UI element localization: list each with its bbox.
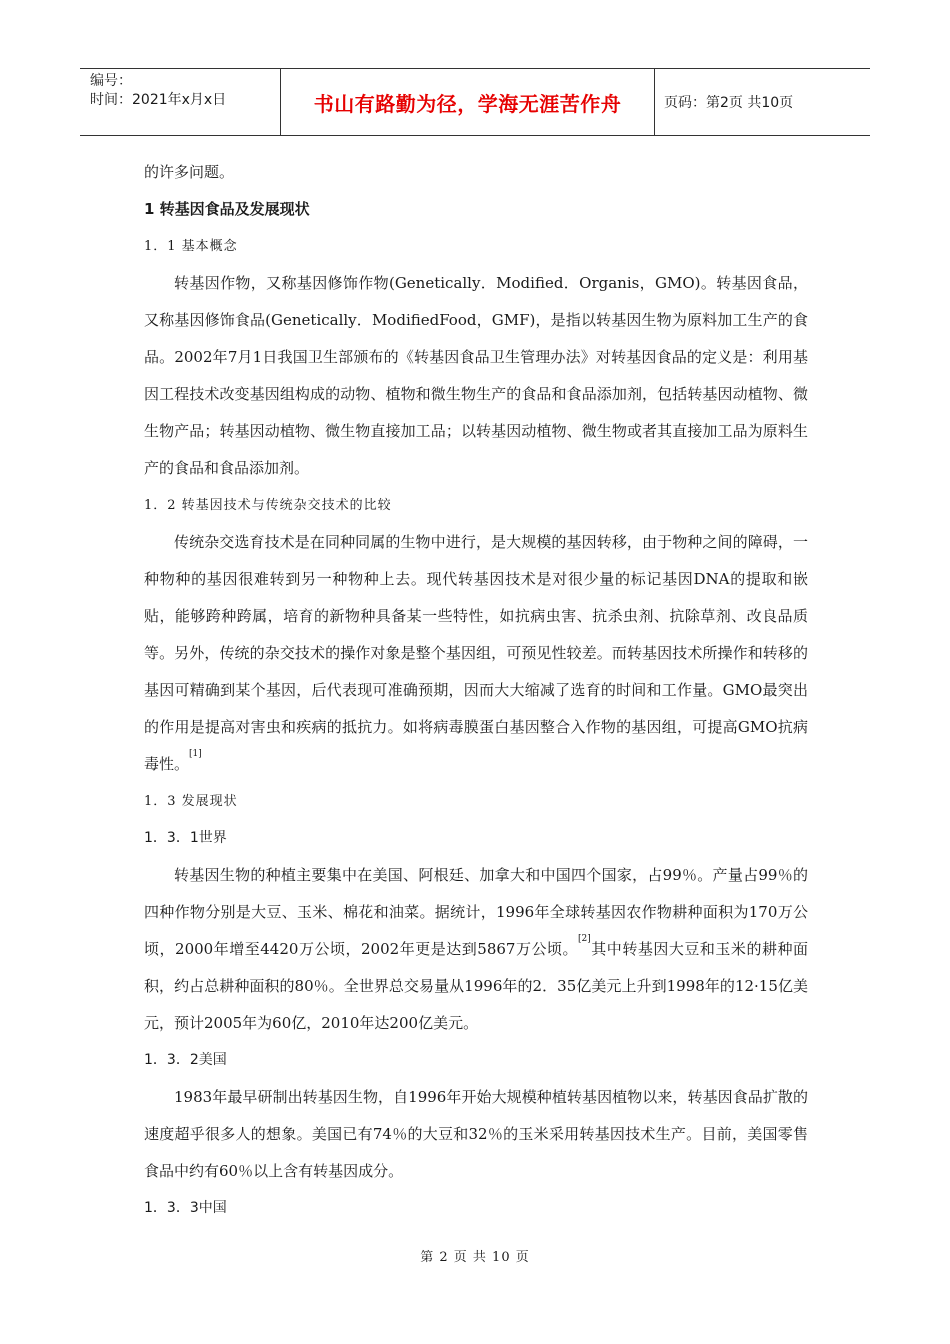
- header-page-info: 页码：第2页 共10页: [664, 95, 794, 111]
- subsection-heading: 1．1 基本概念: [144, 239, 238, 254]
- citation-ref: [2]: [578, 934, 591, 944]
- paragraph-text: 转基因生物的种植主要集中在美国、阿根廷、加拿大和中国四个国家，占99％。产量占99％的四种作物分别是大豆、玉米、棉花和油菜。据统计，1996年全球转基因农作物耕种面积为170万公顷，2000年增至4420万公顷，2002年更是达到5867万公顷。: [144, 866, 808, 958]
- subsection-heading: 1．3 发展现状: [144, 794, 238, 809]
- section-heading: 1 转基因食品及发展现状: [144, 200, 310, 218]
- number-label: 编号：: [90, 73, 132, 89]
- subsubsection-heading: 1．3．3中国: [144, 1200, 227, 1216]
- subsubsection-heading: 1．3．1世界: [144, 830, 227, 846]
- paragraph: 转基因作物，又称基因修饰作物(Genetically．Modified．Organis，GMO)。转基因食品，又称基因修饰食品(Genetically．ModifiedFood，GMF)，是指以转基因生物为原料加工生产的食品。2002年7月1日我国卫生部颁布的《转基因食品卫生管理办法》对转基因食品的定义是：利用基因工程技术改变基因组构成的动物、植物和微生物生产的食品和食品添加剂，包括转基因动植物、微生物产品；转基因动植物、微生物直接加工品；以转基因动植物、微生物或者其直接加工品为原料生产的食品和食品添加剂。: [144, 274, 808, 477]
- paragraph: [144, 524, 808, 783]
- paragraph-text: 其中转基因大豆和玉米的耕种面积，约占总耕种面积的80％。全世界总交易量从1996年的2．35亿美元上升到1998年的12·15亿美元，预计2005年为60亿，2010年达200亿美元。: [144, 940, 808, 1032]
- page-footer: 第 2 页 共 10 页: [420, 1250, 530, 1265]
- paragraph: [144, 857, 808, 1042]
- page-header: [80, 68, 870, 136]
- paragraph: 1983年最早研制出转基因生物，自1996年开始大规模种植转基因植物以来，转基因食品扩散的速度超乎很多人的想象。美国已有74％的大豆和32％的玉米采用转基因技术生产。目前，美国零售食品中约有60％以上含有转基因成分。: [144, 1088, 808, 1180]
- citation-ref: [1]: [189, 749, 202, 759]
- subsubsection-heading: 1．3．2美国: [144, 1052, 227, 1068]
- paragraph-continued: 的许多问题。: [144, 163, 235, 181]
- paragraph-text: 传统杂交选育技术是在同种同属的生物中进行，是大规模的基因转移，由于物种之间的障碍，一种物种的基因很难转到另一种物种上去。现代转基因技术是对很少量的标记基因DNA的提取和嵌贴，能够跨种跨属，培育的新物种具备某一些特性，如抗病虫害、抗杀虫剂、抗除草剂、改良品质等。另外，传统的杂交技术的操作对象是整个基因组，可预见性较差。而转基因技术所操作和转移的基因可精确到某个基因，后代表现可准确预期，因而大大缩减了选育的时间和工作量。GMO最突出的作用是提高对害虫和疾病的抵抗力。如将病毒膜蛋白基因整合入作物的基因组，可提高GMO抗病毒性。: [144, 533, 808, 773]
- subsection-heading: 1．2 转基因技术与传统杂交技术的比较: [144, 498, 392, 513]
- header-meta: [80, 69, 281, 135]
- document-body: [144, 154, 808, 1227]
- date-label: 时间：2021年x月x日: [90, 92, 227, 108]
- header-motto: 书山有路勤为径，学海无涯苦作舟: [281, 69, 655, 135]
